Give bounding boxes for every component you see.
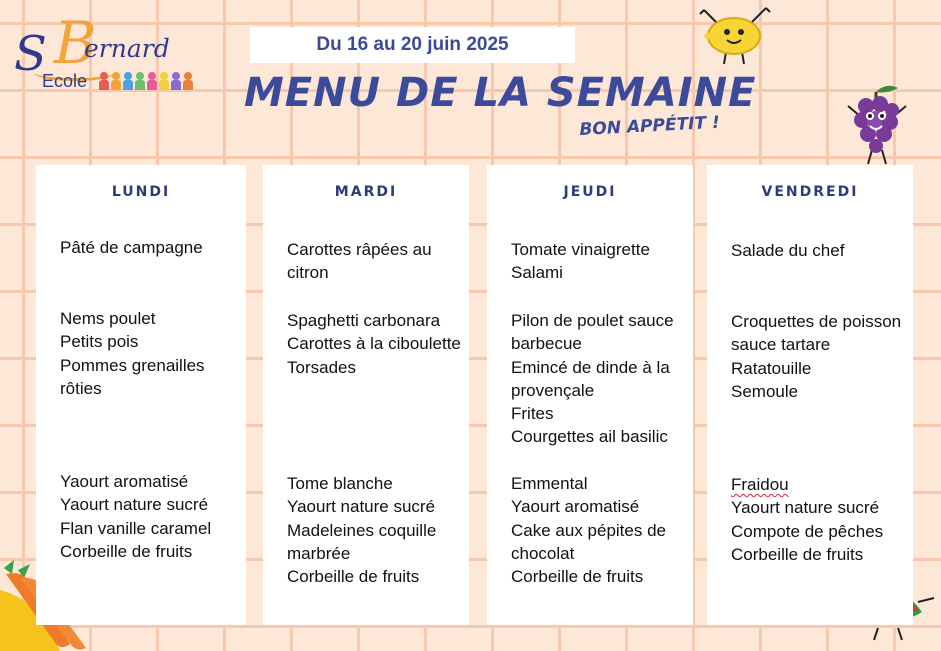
logo-letter-b: B	[54, 9, 97, 77]
menu-item: Carottes à la ciboulette	[287, 334, 461, 354]
menu-item: Compote de pêches	[731, 521, 884, 541]
dessert-group	[60, 470, 238, 563]
main-course-group	[511, 309, 685, 449]
menu-item: Tomate vinaigrette	[511, 240, 650, 259]
menu-item: Corbeille de fruits	[511, 567, 644, 587]
menu-item: Yaourt aromatisé	[60, 472, 189, 491]
day-name: LUNDI	[111, 184, 171, 200]
day-column-mardi	[263, 165, 469, 625]
day-name: JEUDI	[563, 184, 617, 200]
menu-item: Pilon de poulet sauce barbecue	[511, 311, 674, 354]
menu-item: Cake aux pépites de chocolat	[511, 520, 666, 563]
menu-item: Corbeille de fruits	[60, 541, 193, 561]
menu-item: Madeleines coquille marbrée	[287, 520, 437, 563]
day-name: MARDI	[334, 184, 398, 200]
menu-item: Yaourt nature sucré	[60, 495, 209, 515]
menu-item: Torsades	[287, 357, 356, 377]
entree-group	[60, 236, 238, 259]
menu-item: Nems poulet	[60, 309, 156, 328]
menu-item: Flan vanille caramel	[60, 518, 212, 538]
grapes-mascot-icon	[846, 80, 908, 166]
menu-item: Frites	[511, 404, 554, 424]
lemon-mascot-icon	[694, 4, 774, 66]
menu-item: Salade du chef	[731, 241, 845, 260]
menu-item: Salami	[511, 263, 563, 283]
logo-letter-s: S	[14, 26, 47, 82]
logo-name: ernard	[84, 34, 170, 63]
date-range: Du 16 au 20 juin 2025	[316, 34, 509, 55]
menu-item: Fraidou	[731, 475, 789, 494]
logo-school-label: Ecole	[42, 71, 88, 91]
menu-item: Ratatouille	[731, 358, 812, 378]
entree-group	[511, 238, 685, 285]
dessert-group	[287, 472, 461, 588]
menu-item: Courgettes ail basilic	[511, 427, 668, 447]
menu-item: Pommes grenailles rôties	[60, 355, 205, 398]
school-logo	[12, 9, 202, 96]
menu-item: Spaghetti carbonara	[287, 311, 441, 330]
subtitle: BON APPÉTIT !	[578, 112, 721, 140]
dessert-group	[731, 473, 905, 566]
logo-children-illustration	[98, 72, 194, 90]
menu-item: Croquettes de poisson sauce tartare	[731, 312, 902, 355]
menu-item: Emincé de dinde à la provençale	[511, 357, 670, 400]
menu-item: Petits pois	[60, 332, 139, 352]
menu-item: Pâté de campagne	[60, 238, 203, 257]
menu-item: Tome blanche	[287, 474, 393, 493]
main-course-group	[731, 310, 905, 403]
day-name: VENDREDI	[761, 184, 859, 200]
dessert-group	[511, 472, 685, 588]
date-range-box	[250, 27, 575, 63]
main-course-group	[287, 309, 461, 379]
menu-item: Emmental	[511, 474, 588, 493]
menu-item: Corbeille de fruits	[731, 544, 864, 564]
entree-group	[287, 238, 461, 285]
page-title: MENU DE LA SEMAINE	[244, 70, 757, 116]
day-column-vendredi	[707, 165, 913, 625]
menu-item: Semoule	[731, 381, 799, 401]
menu-item: Corbeille de fruits	[287, 567, 420, 587]
menu-item: Carottes râpées au citron	[287, 240, 432, 283]
entree-group	[731, 239, 905, 262]
menu-item: Yaourt aromatisé	[511, 497, 640, 517]
menu-item: Yaourt nature sucré	[287, 497, 436, 517]
day-column-lundi	[36, 165, 246, 625]
main-course-group	[60, 307, 238, 400]
menu-item: Yaourt nature sucré	[731, 498, 880, 518]
day-column-jeudi	[487, 165, 693, 625]
